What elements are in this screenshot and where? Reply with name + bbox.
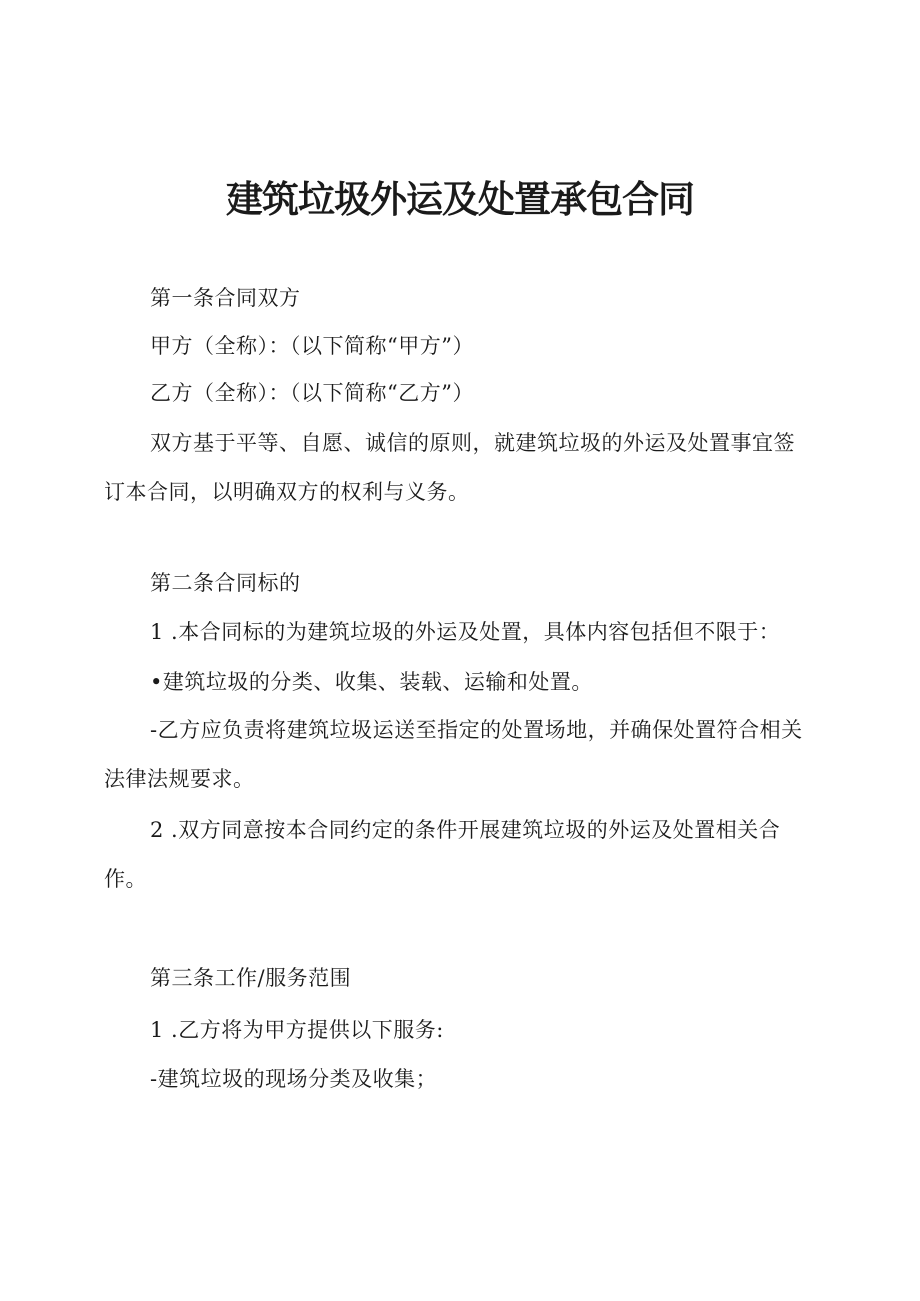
party-b-line: 乙方（全称）：（以下简称“乙方”） xyxy=(150,381,474,405)
section-2-dash-1-line-1: -乙方应负责将建筑垃圾运送至指定的处置场地，并确保处置符合相关 xyxy=(150,718,803,742)
section-2-heading: 第二条合同标的 xyxy=(150,571,301,595)
party-a-line: 甲方（全称）：（以下简称“甲方”） xyxy=(150,334,474,358)
section-3-item-1: 1 .乙方将为甲方提供以下服务: xyxy=(150,1018,444,1042)
section-1-intro-line-1: 双方基于平等、自愿、诚信的原则，就建筑垃圾的外运及处置事宜签 xyxy=(150,431,795,455)
section-1-intro-line-2: 订本合同，以明确双方的权利与义务。 xyxy=(104,480,470,504)
section-2-bullet-1: •建筑垃圾的分类、收集、装载、运输和处置。 xyxy=(150,670,593,694)
section-2-item-2-line-2: 作。 xyxy=(104,867,147,891)
section-1-heading: 第一条合同双方 xyxy=(150,286,301,310)
section-3-heading: 第三条工作/服务范围 xyxy=(150,966,352,990)
section-2-item-1: 1 .本合同标的为建筑垃圾的外运及处置，具体内容包括但不限于： xyxy=(150,620,781,644)
document-title: 建筑垃圾外运及处置承包合同 xyxy=(226,178,694,221)
section-2-item-2-line-1: 2 .双方同意按本合同约定的条件开展建筑垃圾的外运及处置相关合 xyxy=(150,818,781,842)
section-2-dash-1-line-2: 法律法规要求。 xyxy=(104,767,255,791)
section-3-dash-1: -建筑垃圾的现场分类及收集； xyxy=(150,1067,438,1091)
